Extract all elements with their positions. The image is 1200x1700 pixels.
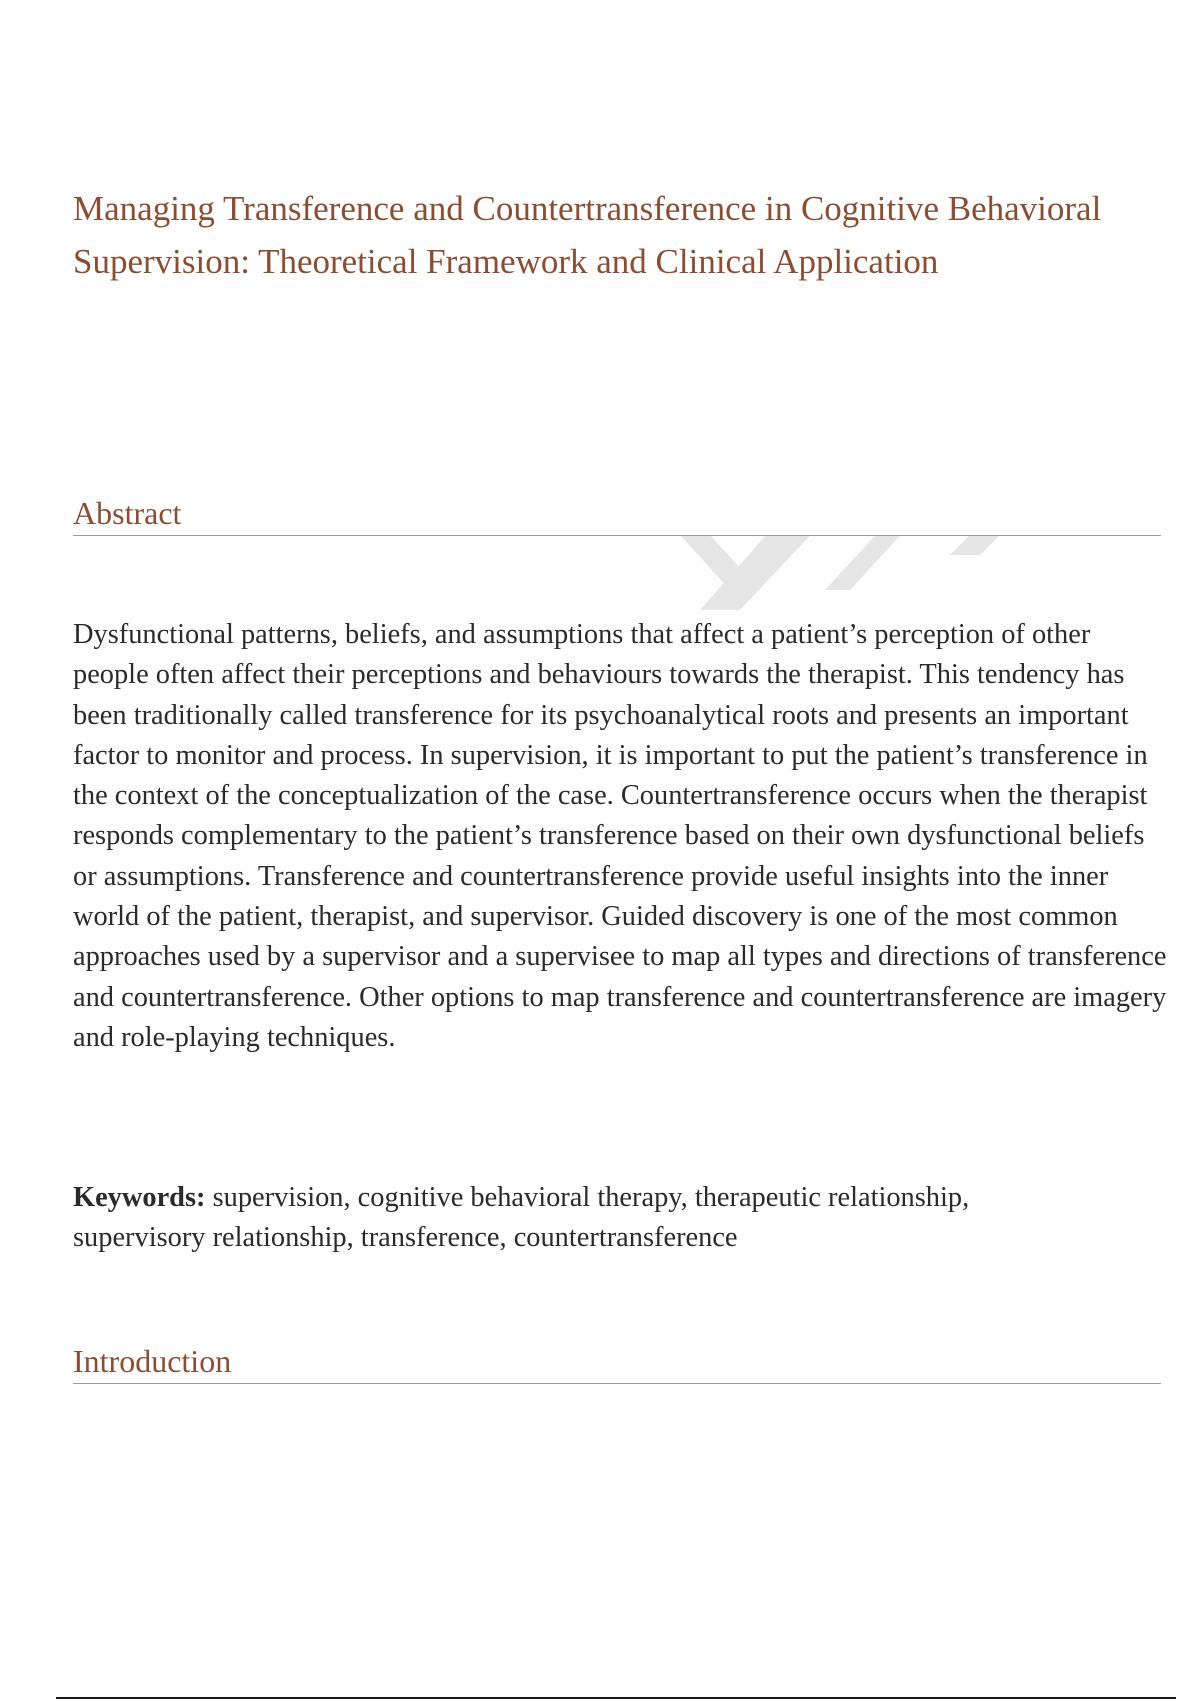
keywords-label: Keywords:	[73, 1182, 206, 1213]
abstract-text: Dysfunctional patterns, beliefs, and assumptions that affect a patient’s perception of other people often affect their perceptions and behaviours towards the therapist. This tendency has been traditionally called transference for its psychoanalytical roots and presents an important factor to monitor and process. In supervision, it is important to put the patient’s transference in the context of the conceptualization of the case. Countertransference occurs when the therapist responds complementary to the patient’s transference based on their own dysfunctional beliefs or assumptions. Transference and countertransference provide useful insights into the inner world of the patient, therapist, and supervisor. Guided discovery is one of the most common approaches used by a supervisor and a supervisee to map all types and directions of transference and countertransference. Other options to map transference and countertransference are imagery and role-playing techniques.	[73, 619, 1167, 1053]
paper-title: Managing Transference and Countertransference in Cognitive Behavioral Supervision: Theoretical Framework and Clinical Application	[73, 189, 1102, 281]
watermark-graphic	[680, 535, 1020, 625]
keywords-paragraph	[73, 1178, 1073, 1258]
introduction-heading: Introduction	[73, 1341, 1161, 1384]
footer-rule	[56, 1697, 1176, 1699]
keywords-list: supervision, cognitive behavioral therapy, therapeutic relationship, supervisory relationship, transference, countertransference	[73, 1182, 970, 1253]
abstract-heading: Abstract	[73, 493, 1161, 536]
